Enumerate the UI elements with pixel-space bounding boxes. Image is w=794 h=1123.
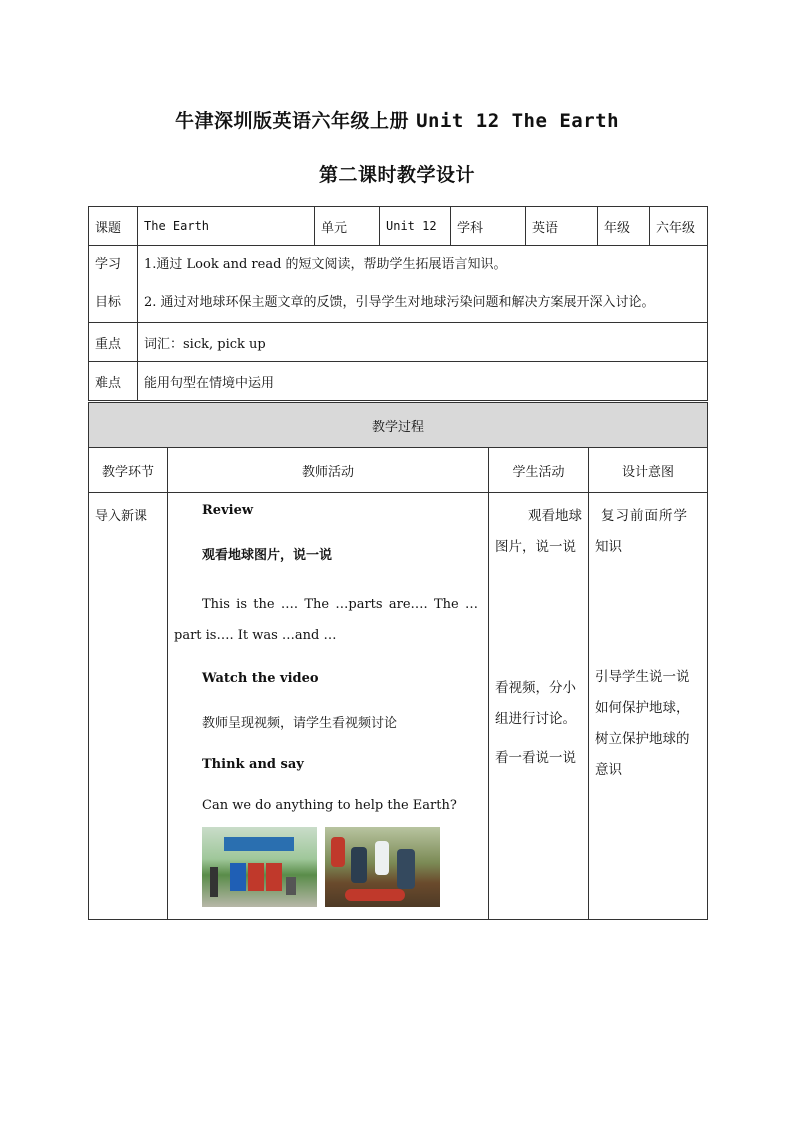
- goal-1: 1.通过 Look and read 的短文阅读，帮助学生拓展语言知识。: [144, 257, 507, 272]
- title-english: Unit 12 The Earth: [416, 110, 620, 132]
- header-teacher: 教师活动: [168, 448, 489, 493]
- process-header-row: [89, 448, 708, 493]
- process-band-row: [89, 403, 708, 448]
- recycling-bins-photo: [202, 827, 317, 907]
- sentence-pattern: This is the …. The …parts are…. The …part is…. It was …and …: [174, 597, 478, 643]
- student-activity-2b: 组进行讨论。: [495, 711, 576, 727]
- document-subtitle: 第二课时教学设计: [318, 164, 475, 186]
- info-row-difficult: [89, 362, 708, 401]
- document-title: [0, 106, 794, 133]
- watch-task: 教师呈现视频，请学生看视频讨论: [202, 716, 398, 731]
- question-text: Can we do anything to help the Earth?: [202, 798, 457, 813]
- key-label: 重点: [89, 323, 138, 362]
- review-heading: Review: [202, 503, 254, 518]
- unit-value: Unit 12: [380, 207, 451, 246]
- subject-label: 学科: [451, 207, 526, 246]
- grade-value: 六年级: [650, 207, 708, 246]
- difficult-label: 难点: [89, 362, 138, 401]
- goals-label-line1: 学习: [95, 257, 122, 272]
- student-activity-cell: [489, 493, 589, 920]
- info-row-goals: [89, 246, 708, 323]
- goals-value: [138, 246, 708, 323]
- unit-label: 单元: [315, 207, 380, 246]
- header-intent: 设计意图: [589, 448, 708, 493]
- student-activity-3: 看一看说一说: [495, 750, 576, 766]
- intent-1b: 知识: [595, 539, 622, 555]
- grade-label: 年级: [598, 207, 650, 246]
- topic-value: The Earth: [138, 207, 315, 246]
- topic-label: 课题: [89, 207, 138, 246]
- goals-label: [89, 246, 138, 323]
- difficult-value: 能用句型在情境中运用: [138, 362, 708, 401]
- intent-1a: 复习前面所学: [601, 508, 688, 524]
- student-activity-1a: 观看地球: [528, 508, 582, 524]
- stage-label: 导入新课: [95, 509, 148, 524]
- design-intent-cell: [589, 493, 708, 920]
- subject-value: 英语: [526, 207, 598, 246]
- process-row-intro: [89, 493, 708, 920]
- student-spacer: [495, 563, 582, 673]
- intent-2c: 树立保护地球的: [595, 731, 690, 747]
- process-band: 教学过程: [89, 403, 708, 448]
- title-chinese: 牛津深圳版英语六年级上册: [174, 110, 409, 132]
- think-heading: Think and say: [202, 757, 304, 772]
- intent-spacer: [595, 563, 701, 662]
- teaching-process-table: [88, 402, 708, 920]
- student-activity-2a: 看视频，分小: [495, 680, 576, 696]
- intent-2a: 引导学生说一说: [595, 669, 690, 685]
- photo-row: [202, 827, 478, 919]
- stage-cell: [89, 493, 168, 920]
- review-task: 观看地球图片，说一说: [202, 548, 333, 563]
- info-row-key: [89, 323, 708, 362]
- intent-2b: 如何保护地球，: [595, 700, 690, 716]
- intent-2d: 意识: [595, 762, 622, 778]
- key-value: 词汇：sick, pick up: [138, 323, 708, 362]
- tree-planting-photo: [325, 827, 440, 907]
- goals-label-line2: 目标: [95, 295, 122, 310]
- lesson-info-table: [88, 206, 708, 401]
- header-stage: 教学环节: [89, 448, 168, 493]
- goal-2: 2. 通过对地球环保主题文章的反馈，引导学生对地球污染问题和解决方案展开深入讨论。: [144, 295, 655, 310]
- watch-heading: Watch the video: [202, 671, 319, 686]
- teacher-activity-cell: [168, 493, 489, 920]
- student-activity-1b: 图片，说一说: [495, 539, 576, 555]
- info-row-basic: [89, 207, 708, 246]
- header-student: 学生活动: [489, 448, 589, 493]
